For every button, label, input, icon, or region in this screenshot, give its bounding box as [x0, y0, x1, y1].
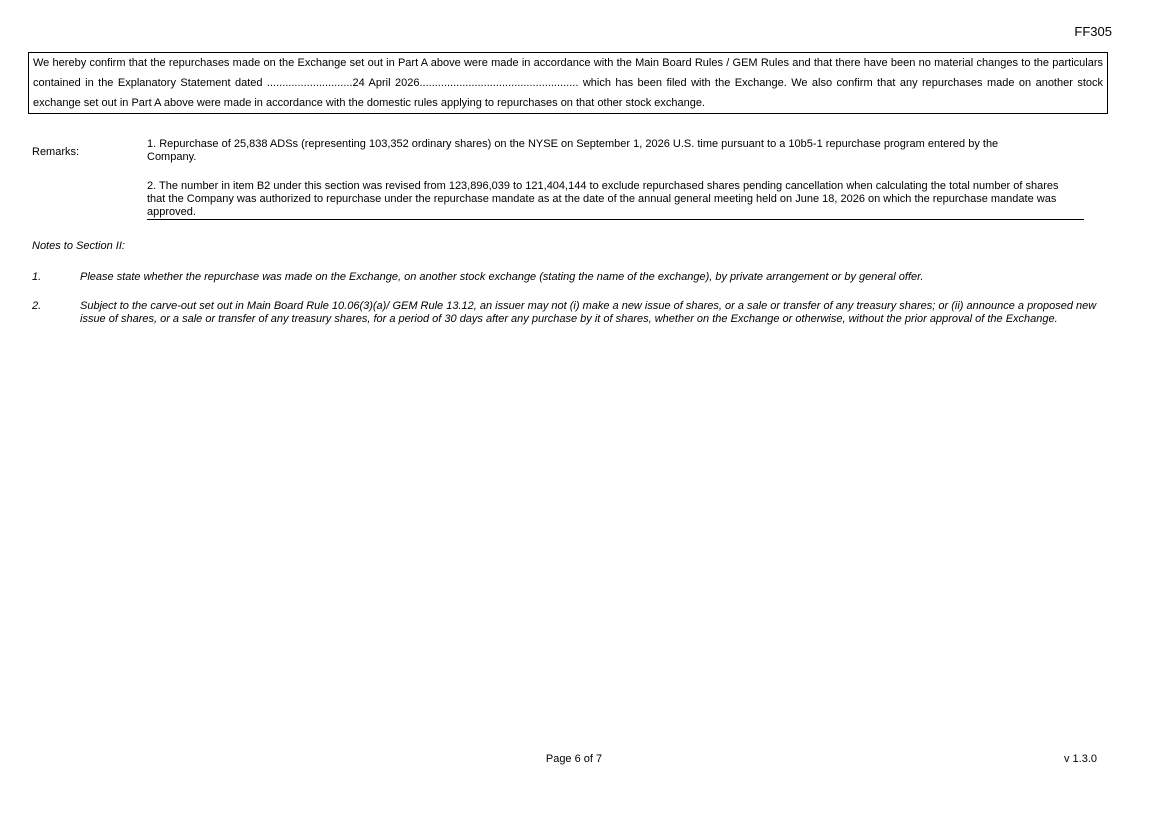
notes-heading: Notes to Section II: [32, 240, 125, 252]
note-number: 2. [32, 300, 42, 312]
confirmation-statement: We hereby confirm that the repurchases made on the Exchange set out in Part A above were made in accordance with the Main Board Rules / GEM Rules and that there have been no material changes to the particulars contained in the Explanatory Statement dated ............................24 April 2026.................................................... which has been filed with the Exchange. We also confirm that any repurchases made on another stock exchange set out in Part A above were made in accordance with the domestic rules applying to repurchases on that other stock exchange. [28, 52, 1108, 114]
remark-item-2: 2. The number in item B2 under this section was revised from 123,896,039 to 121,404,144 to exclude repurchased shares pending cancellation when calculating the total number of shares that the Company was authorized to repurchase under the repurchase mandate as at the date of the annual general meeting held on June 18, 2026 on which the repurchase mandate was approved. [147, 180, 1084, 220]
note-item-1 [32, 271, 1108, 284]
form-code: FF305 [1074, 24, 1112, 39]
page-number: Page 6 of 7 [545, 753, 603, 765]
version-label: v 1.3.0 [1063, 753, 1097, 765]
note-text: Subject to the carve-out set out in Main Board Rule 10.06(3)(a)/ GEM Rule 13.12, an issuer may not (i) make a new issue of shares, or a sale or transfer of any treasury shares; or (ii) announce a proposed new issue of shares, or a sale or transfer of any treasury shares, for a period of 30 days after any purchase by it of shares, whether on the Exchange or otherwise, without the prior approval of the Exchange. [80, 300, 1097, 325]
remark-item-1: 1. Repurchase of 25,838 ADSs (representing 103,352 ordinary shares) on the NYSE on September 1, 2026 U.S. time pursuant to a 10b5-1 repurchase program entered by the Company. [147, 138, 999, 163]
remarks-label: Remarks: [32, 146, 80, 158]
note-number: 1. [32, 271, 42, 283]
remarks-content [147, 138, 1084, 220]
note-item-2 [32, 300, 1108, 326]
note-text: Please state whether the repurchase was made on the Exchange, on another stock exchange (stating the name of the exchange), by private arrangement or by general offer. [80, 271, 924, 283]
